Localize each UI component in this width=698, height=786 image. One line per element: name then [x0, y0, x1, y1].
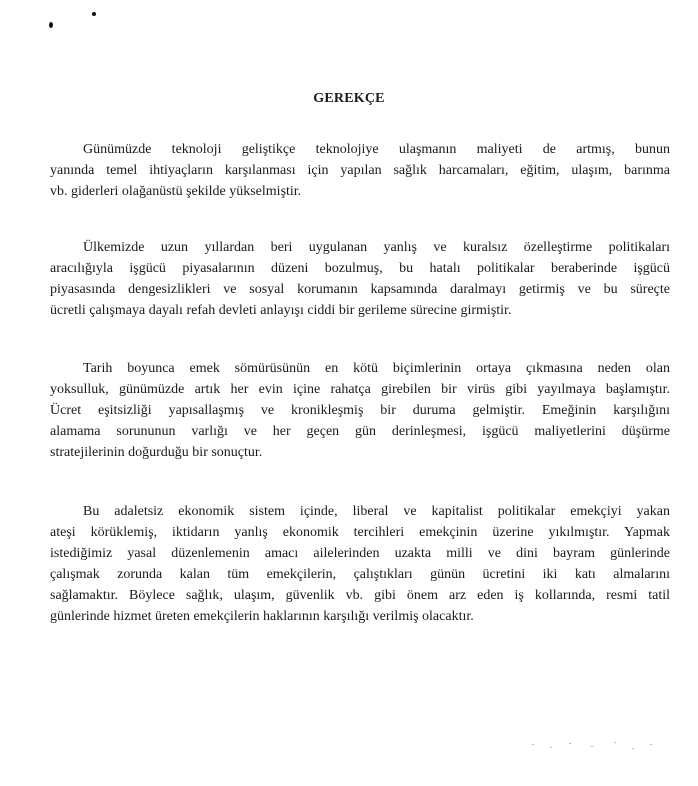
document-title: GEREKÇE: [313, 91, 385, 106]
paragraph-line: istediğimiz yasal düzenlemenin amacı ailelerinden uzakta milli ve dini bayram günlerinde: [50, 546, 670, 561]
scan-noise: [528, 738, 658, 752]
paragraph-line: ateşi körüklemiş, iktidarın yanlış ekonomik tercihleri emekçinin üzerine yıkılmıştır. Yapmak: [50, 525, 670, 540]
paragraph-line: aracılığıyla işgücü piyasalarının düzeni bozulmuş, bu hatalı politikalar beraberinde işgücü: [50, 261, 670, 276]
paragraph-line: Tarih boyunca emek sömürüsünün en kötü biçimlerinin ortaya çıkmasına neden olan: [83, 361, 670, 376]
paragraph-line: sağlamaktır. Böylece sağlık, ulaşım, güvenlik vb. gibi önem arz eden iş kollarında, resmi tatil: [50, 588, 670, 603]
paragraph-line: günlerinde hizmet üreten emekçilerin haklarının karşılığı verilmiş olacaktır.: [50, 609, 474, 624]
paragraph-line: vb. giderleri olağanüstü şekilde yükselmiştir.: [50, 184, 302, 199]
paragraph-line: stratejilerinin doğurduğu bir sonuçtur.: [50, 445, 263, 460]
paragraph-line: Günümüzde teknoloji geliştikçe teknolojiye ulaşmanın maliyeti de artmış, bunun: [83, 142, 670, 157]
paragraph-4: [50, 501, 670, 627]
paragraph-line: Bu adaletsiz ekonomik sistem içinde, liberal ve kapitalist politikalar emekçiyi yakan: [83, 504, 670, 519]
scan-speck: [92, 12, 96, 16]
paragraph-line: Ülkemizde uzun yıllardan beri uygulanan yanlış ve kuralsız özelleştirme politikaları: [83, 240, 670, 255]
paragraph-line: çalışmak zorunda kalan tüm emekçilerin, çalıştıkları günün ücretini iki katı almalarını: [50, 567, 670, 582]
paragraph-line: yoksulluk, günümüzde artık her evin içine rahatça girebilen bir virüs gibi yayılmaya başlamıştır.: [50, 382, 670, 397]
paragraph-line: ücretli çalışmaya dayalı refah devleti anlayışı ciddi bir gerileme sürecine girmiştir.: [50, 303, 512, 318]
paragraph-2: [50, 237, 670, 321]
paragraph-line: alamama sorununun varlığı ve her geçen gün derinleşmesi, işgücü maliyetlerini düşürme: [50, 424, 670, 439]
paragraph-line: Ücret eşitsizliği yapısallaşmış ve kronikleşmiş bir duruma gelmiştir. Emeğinin karşılığını: [50, 403, 670, 418]
paragraph-line: yanında temel ihtiyaçların karşılanması için yapılan sağlık harcamaları, eğitim, ulaşım, barınma: [50, 163, 670, 178]
scan-speck: [49, 22, 53, 28]
paragraph-1: [50, 139, 670, 202]
paragraph-line: piyasasında dengesizlikleri ve sosyal korumanın kapsamında daralmayı getirmiş ve bu süreçte: [50, 282, 670, 297]
paragraph-3: [50, 358, 670, 463]
